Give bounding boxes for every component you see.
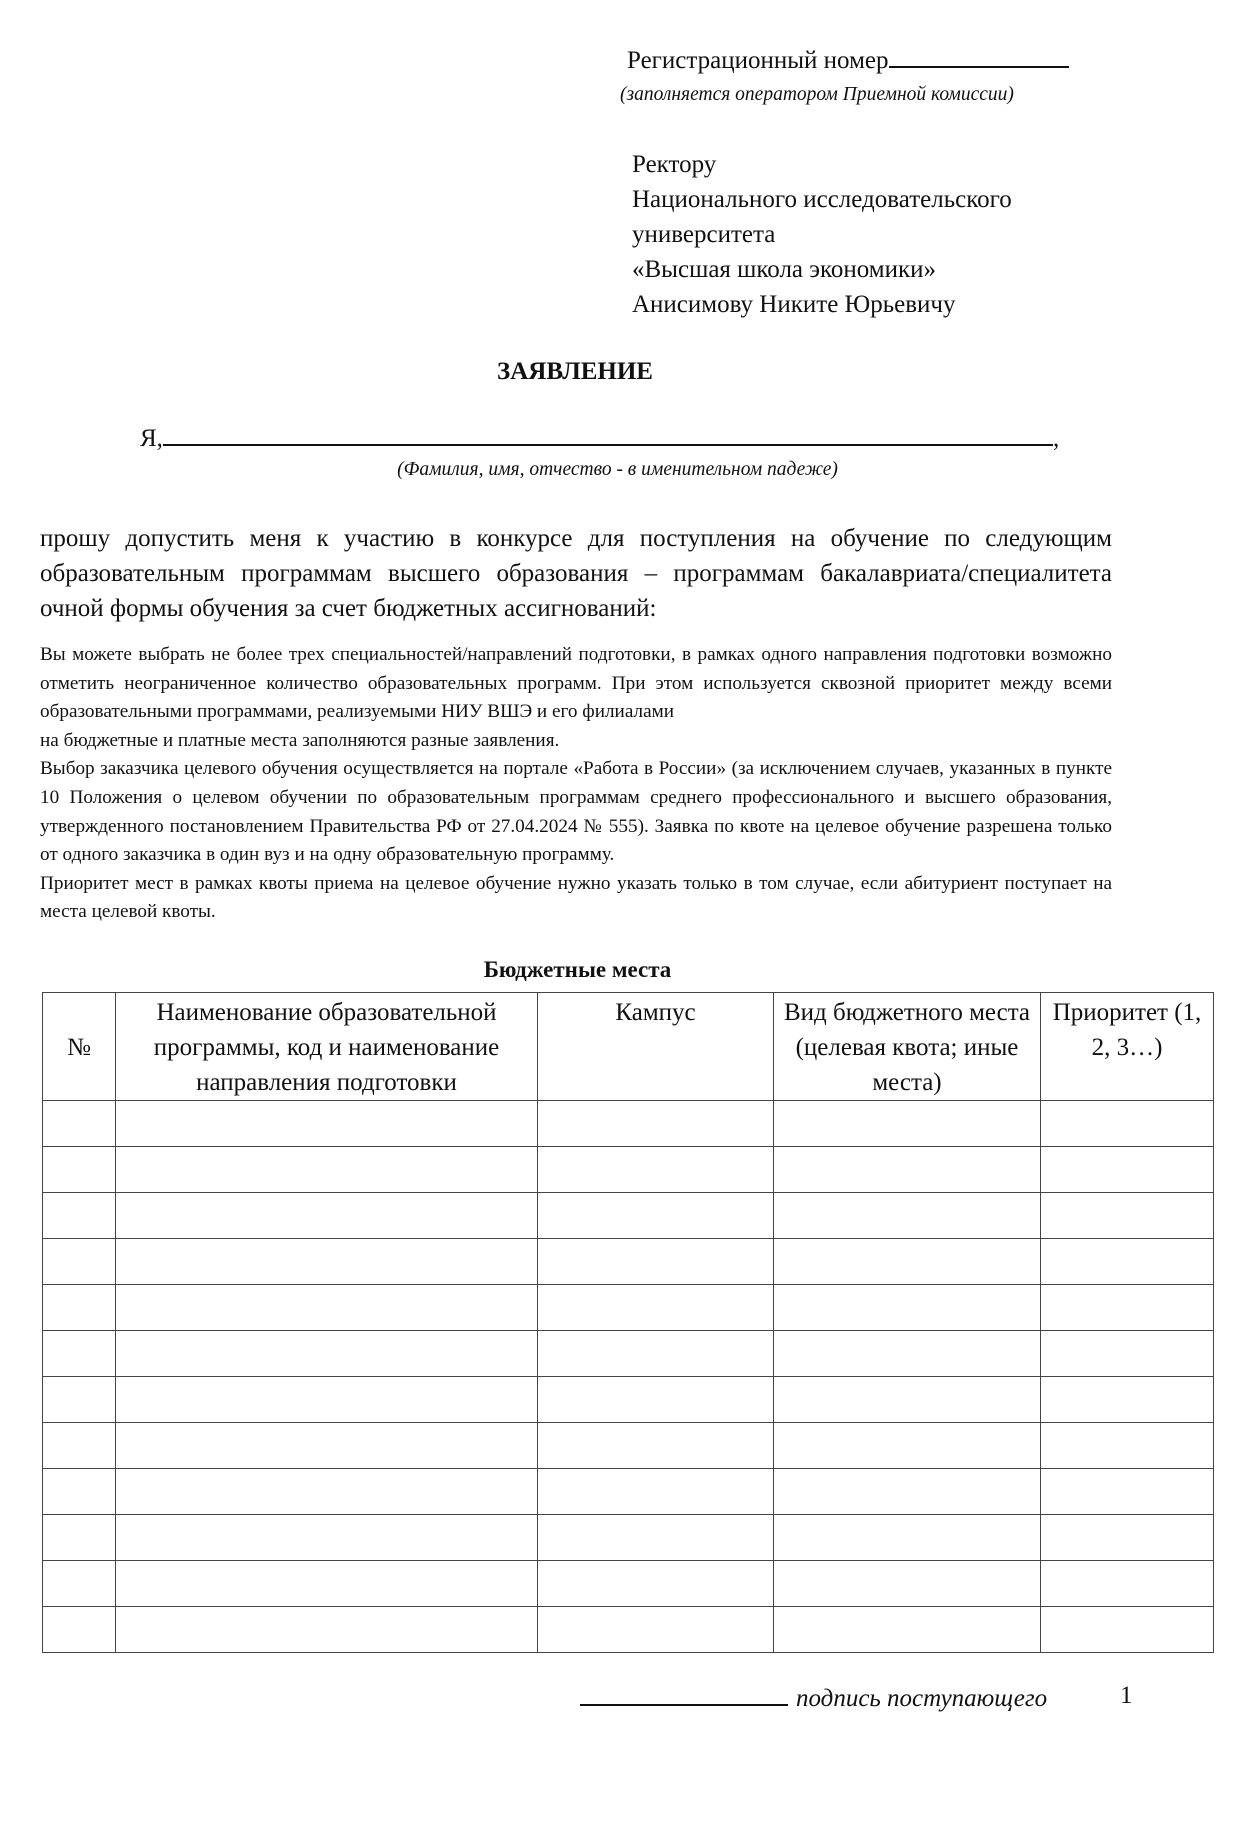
- cell-number[interactable]: [43, 1561, 116, 1607]
- cell-number[interactable]: [43, 1423, 116, 1469]
- info-block: [40, 641, 1112, 927]
- table-row: [43, 1515, 1214, 1561]
- cell-priority[interactable]: [1041, 1101, 1214, 1147]
- column-header-priority: Приоритет (1, 2, 3…): [1041, 993, 1214, 1101]
- cell-number[interactable]: [43, 1469, 116, 1515]
- cell-priority[interactable]: [1041, 1469, 1214, 1515]
- cell-campus[interactable]: [538, 1239, 774, 1285]
- applicant-prefix: Я,: [140, 425, 163, 452]
- addressee-line: университета: [632, 221, 776, 248]
- cell-number[interactable]: [43, 1515, 116, 1561]
- table-row: [43, 1469, 1214, 1515]
- cell-program[interactable]: [116, 1147, 538, 1193]
- table-row: [43, 1423, 1214, 1469]
- cell-priority[interactable]: [1041, 1331, 1214, 1377]
- cell-budget-type[interactable]: [774, 1423, 1041, 1469]
- cell-program[interactable]: [116, 1469, 538, 1515]
- table-row: [43, 1331, 1214, 1377]
- info-paragraph: Вы можете выбрать не более трех специальностей/направлений подготовки, в рамках одного направления подготовки возможно отметить неограниченное количество образовательных программ. При этом используется сквозной приоритет между всеми образовательными программами, реализуемыми НИУ ВШЭ и его филиалами: [40, 644, 1112, 723]
- addressee-line: Ректору: [632, 151, 717, 178]
- table-row: [43, 1101, 1214, 1147]
- table-header-row: [43, 993, 1214, 1101]
- signature-row: [580, 1682, 1047, 1713]
- addressee-line: Анисимову Никите Юрьевичу: [632, 291, 956, 318]
- cell-budget-type[interactable]: [774, 1515, 1041, 1561]
- cell-number[interactable]: [43, 1331, 116, 1377]
- table-row: [43, 1607, 1214, 1653]
- cell-budget-type[interactable]: [774, 1561, 1041, 1607]
- cell-program[interactable]: [116, 1101, 538, 1147]
- cell-campus[interactable]: [538, 1101, 774, 1147]
- budget-places-table: [42, 992, 1214, 1653]
- applicant-name-row: [140, 422, 1059, 453]
- table-row: [43, 1239, 1214, 1285]
- registration-number-field[interactable]: [889, 44, 1069, 68]
- document-title: ЗАЯВЛЕНИЕ: [497, 358, 653, 385]
- addressee-line: Национального исследовательского: [632, 186, 1012, 213]
- info-paragraph: на бюджетные и платные места заполняются разные заявления.: [40, 729, 560, 751]
- cell-program[interactable]: [116, 1239, 538, 1285]
- cell-budget-type[interactable]: [774, 1239, 1041, 1285]
- signature-label: подпись поступающего: [796, 1685, 1048, 1712]
- table-row: [43, 1561, 1214, 1607]
- cell-campus[interactable]: [538, 1377, 774, 1423]
- cell-budget-type[interactable]: [774, 1285, 1041, 1331]
- table-row: [43, 1377, 1214, 1423]
- cell-campus[interactable]: [538, 1515, 774, 1561]
- cell-number[interactable]: [43, 1193, 116, 1239]
- table-row: [43, 1285, 1214, 1331]
- registration-number-row: [627, 44, 1069, 75]
- cell-priority[interactable]: [1041, 1239, 1214, 1285]
- cell-budget-type[interactable]: [774, 1331, 1041, 1377]
- cell-campus[interactable]: [538, 1561, 774, 1607]
- cell-program[interactable]: [116, 1193, 538, 1239]
- cell-campus[interactable]: [538, 1147, 774, 1193]
- cell-campus[interactable]: [538, 1423, 774, 1469]
- cell-number[interactable]: [43, 1285, 116, 1331]
- table-row: [43, 1147, 1214, 1193]
- cell-campus[interactable]: [538, 1285, 774, 1331]
- cell-budget-type[interactable]: [774, 1607, 1041, 1653]
- cell-program[interactable]: [116, 1423, 538, 1469]
- cell-priority[interactable]: [1041, 1423, 1214, 1469]
- cell-number[interactable]: [43, 1377, 116, 1423]
- info-paragraph: Приоритет мест в рамках квоты приема на целевое обучение нужно указать только в том случае, если абитуриент поступает на места целевой квоты.: [40, 872, 1112, 923]
- cell-number[interactable]: [43, 1101, 116, 1147]
- cell-number[interactable]: [43, 1239, 116, 1285]
- cell-campus[interactable]: [538, 1469, 774, 1515]
- cell-program[interactable]: [116, 1607, 538, 1653]
- cell-priority[interactable]: [1041, 1285, 1214, 1331]
- table-title: Бюджетные места: [483, 957, 672, 982]
- column-header-program: Наименование образовательной программы, код и наименование направления подготовки: [116, 993, 538, 1101]
- cell-budget-type[interactable]: [774, 1377, 1041, 1423]
- request-text: прошу допустить меня к участию в конкурсе для поступления на обучение по следующим образовательным программам высшего образования – программам бакалавриата/специалитета очной формы обучения за счет бюджетных ассигнований:: [40, 525, 1112, 622]
- cell-campus[interactable]: [538, 1331, 774, 1377]
- cell-budget-type[interactable]: [774, 1147, 1041, 1193]
- cell-budget-type[interactable]: [774, 1101, 1041, 1147]
- info-paragraph: Выбор заказчика целевого обучения осуществляется на портале «Работа в России» (за исключением случаев, указанных в пункте 10 Положения о целевом обучении по образовательным программам среднего профессионального и высшего образования, утвержденного постановлением Правительства РФ от 27.04.2024 № 555). Заявка по квоте на целевое обучение разрешена только от одного заказчика в один вуз и на одну образовательную программу.: [40, 758, 1112, 866]
- applicant-name-note: (Фамилия, имя, отчество - в именительном падеже): [397, 459, 838, 480]
- signature-field[interactable]: [580, 1682, 788, 1706]
- column-header-number: №: [43, 993, 116, 1101]
- cell-program[interactable]: [116, 1331, 538, 1377]
- cell-campus[interactable]: [538, 1607, 774, 1653]
- cell-priority[interactable]: [1041, 1561, 1214, 1607]
- cell-campus[interactable]: [538, 1193, 774, 1239]
- cell-budget-type[interactable]: [774, 1193, 1041, 1239]
- applicant-suffix: ,: [1052, 425, 1060, 452]
- cell-priority[interactable]: [1041, 1147, 1214, 1193]
- cell-program[interactable]: [116, 1515, 538, 1561]
- cell-priority[interactable]: [1041, 1193, 1214, 1239]
- cell-program[interactable]: [116, 1377, 538, 1423]
- column-header-budget-type: Вид бюджетного места (целевая квота; иные места): [774, 993, 1041, 1101]
- table-row: [43, 1193, 1214, 1239]
- cell-number[interactable]: [43, 1147, 116, 1193]
- registration-note: (заполняется оператором Приемной комиссии): [620, 84, 1014, 105]
- cell-priority[interactable]: [1041, 1607, 1214, 1653]
- cell-priority[interactable]: [1041, 1515, 1214, 1561]
- addressee-line: «Высшая школа экономики»: [632, 256, 937, 283]
- cell-program[interactable]: [116, 1561, 538, 1607]
- page-number: 1: [1120, 1682, 1133, 1709]
- column-header-campus: Кампус: [538, 993, 774, 1101]
- addressee-block: [632, 147, 1012, 322]
- cell-program[interactable]: [116, 1285, 538, 1331]
- applicant-name-field[interactable]: [163, 422, 1053, 446]
- cell-number[interactable]: [43, 1607, 116, 1653]
- cell-budget-type[interactable]: [774, 1469, 1041, 1515]
- registration-number-label: Регистрационный номер: [627, 47, 889, 74]
- cell-priority[interactable]: [1041, 1377, 1214, 1423]
